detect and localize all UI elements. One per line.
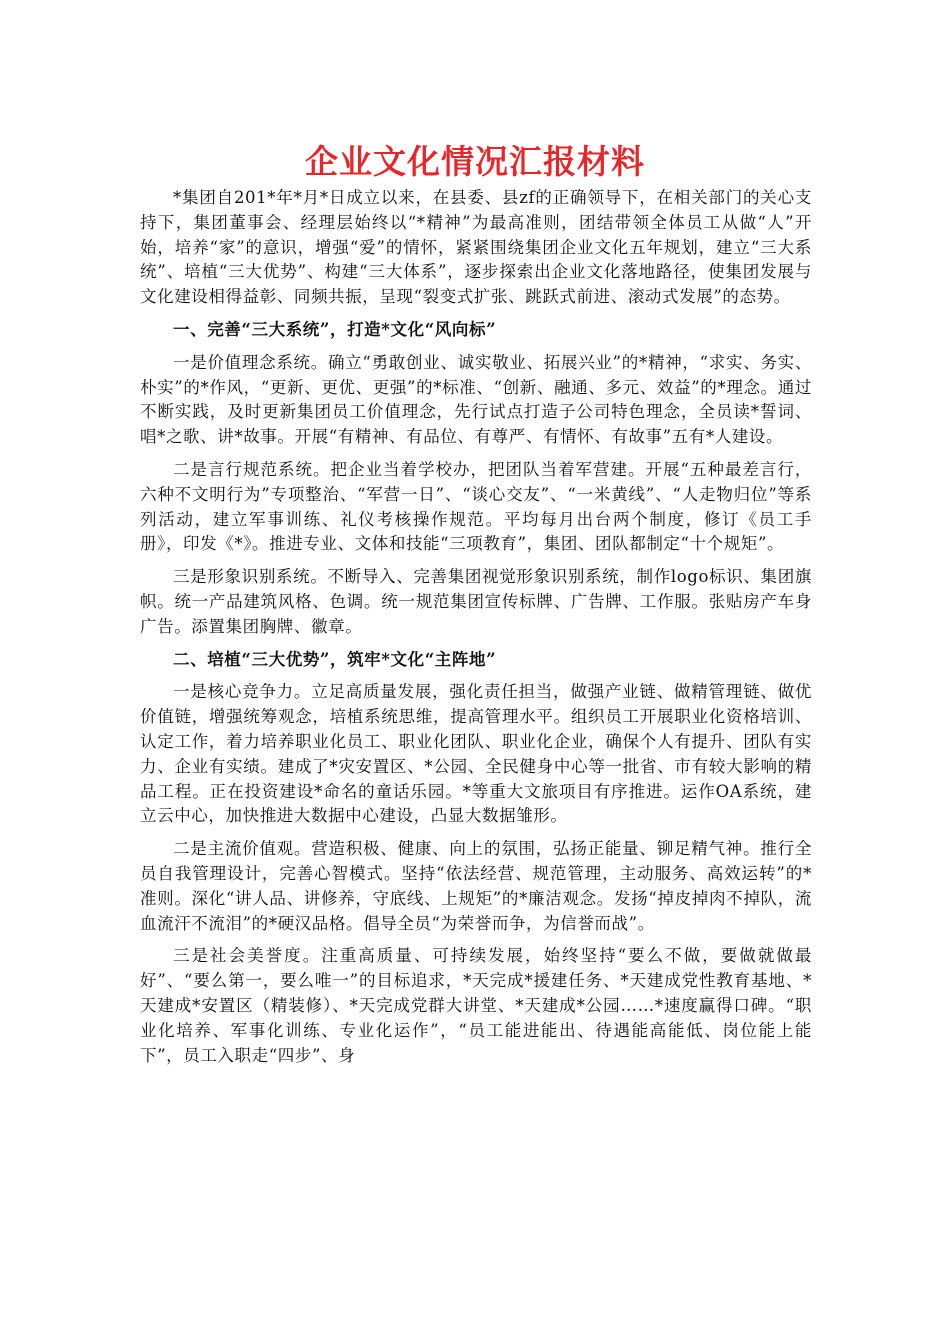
paragraph-identity-system: 三是形象识别系统。不断导入、完善集团视觉形象识别系统，制作logo标识、集团旗帜。统一产品建筑风格、色调。统一规范集团宣传标牌、广告牌、工作服。张贴房产车身广告。添置集团胸牌、徽章。 [140,567,812,636]
paragraph-social-reputation: 三是社会美誉度。注重高质量、可持续发展，始终坚持“要么不做，要做就做最好”、“要么第一，要么唯一”的目标追求，*天完成*援建任务、*天建成党性教育基地、*天建成*安置区（精装修）、*天完成党群大讲堂、*天建成*公园……*速度赢得口碑。“职业化培养、军事化训练、专业化运作”，“员工能进能出、待遇能高能低、岗位能上能下”，员工入职走“四步”、身 [140,946,812,1065]
document-title: 企业文化情况汇报材料 [305,142,645,181]
document-body [140,186,812,1076]
paragraph-core-competitiveness: 一是核心竞争力。立足高质量发展，强化责任担当，做强产业链、做精管理链、做优价值链，增强统筹观念，培植系统思维，提高管理水平。组织员工开展职业化资格培训、认定工作，着力培养职业化员工、职业化团队、职业化企业，确保个人有提升、团队有实力、企业有实绩。建成了*灾安置区、*公园、全民健身中心等一批省、市有较大影响的精品工程。正在投资建设*命名的童话乐园。*等重大文旅项目有序推进。运作OA系统，建立云中心，加快推进大数据中心建设，凸显大数据雏形。 [140,682,812,826]
paragraph-value-system: 一是价值理念系统。确立“勇敢创业、诚实敬业、拓展兴业”的*精神，“求实、务实、朴实”的*作风，“更新、更优、更强”的*标准、“创新、融通、多元、效益”的*理念。通过不断实践，及时更新集团员工价值理念，先行试点打造子公司特色理念，全员读*誓词、唱*之歌、讲*故事。开展“有精神、有品位、有尊严、有情怀、有故事”五有*人建设。 [140,352,812,447]
section-heading-2: 二、培植“三大优势”，筑牢*文化“主阵地” [173,649,497,669]
section-heading-1: 一、完善“三大系统”，打造*文化“风向标” [173,319,497,339]
intro-paragraph: *集团自201*年*月*日成立以来，在县委、县zf的正确领导下，在相关部门的关心支持下，集团董事会、经理层始终以“*精神”为最高准则，团结带领全体员工从做“人”开始，培养“家”的意识，增强“爱”的情怀，紧紧围绕集团企业文化五年规划，建立“三大系统”、培植“三大优势”、构建“三大体系”，逐步探索出企业文化落地路径，使集团发展与文化建设相得益彰、同频共振，呈现“裂变式扩张、跳跃式前进、滚动式发展”的态势。 [140,188,812,307]
paragraph-conduct-system: 二是言行规范系统。把企业当着学校办，把团队当着军营建。开展“五种最差言行，六种不文明行为”专项整治、“军营一日”、“谈心交友”、“一米黄线”、“人走物归位”等系列活动，建立军事训练、礼仪考核操作规范。平均每月出台两个制度，修订《员工手册》，印发《*》。推进专业、文体和技能“三项教育”，集团、团队都制定“十个规矩”。 [140,459,812,554]
paragraph-mainstream-values: 二是主流价值观。营造积极、健康、向上的氛围，弘扬正能量、铆足精气神。推行全员自我管理设计，完善心智模式。坚持“依法经营、规范管理，主动服务、高效运转”的*准则。深化“讲人品、讲修养，守底线、上规矩”的*廉洁观念。发扬“掉皮掉肉不掉队，流血流汗不流泪”的*硬汉品格。倡导全员“为荣誉而争，为信誉而战”。 [140,839,812,933]
